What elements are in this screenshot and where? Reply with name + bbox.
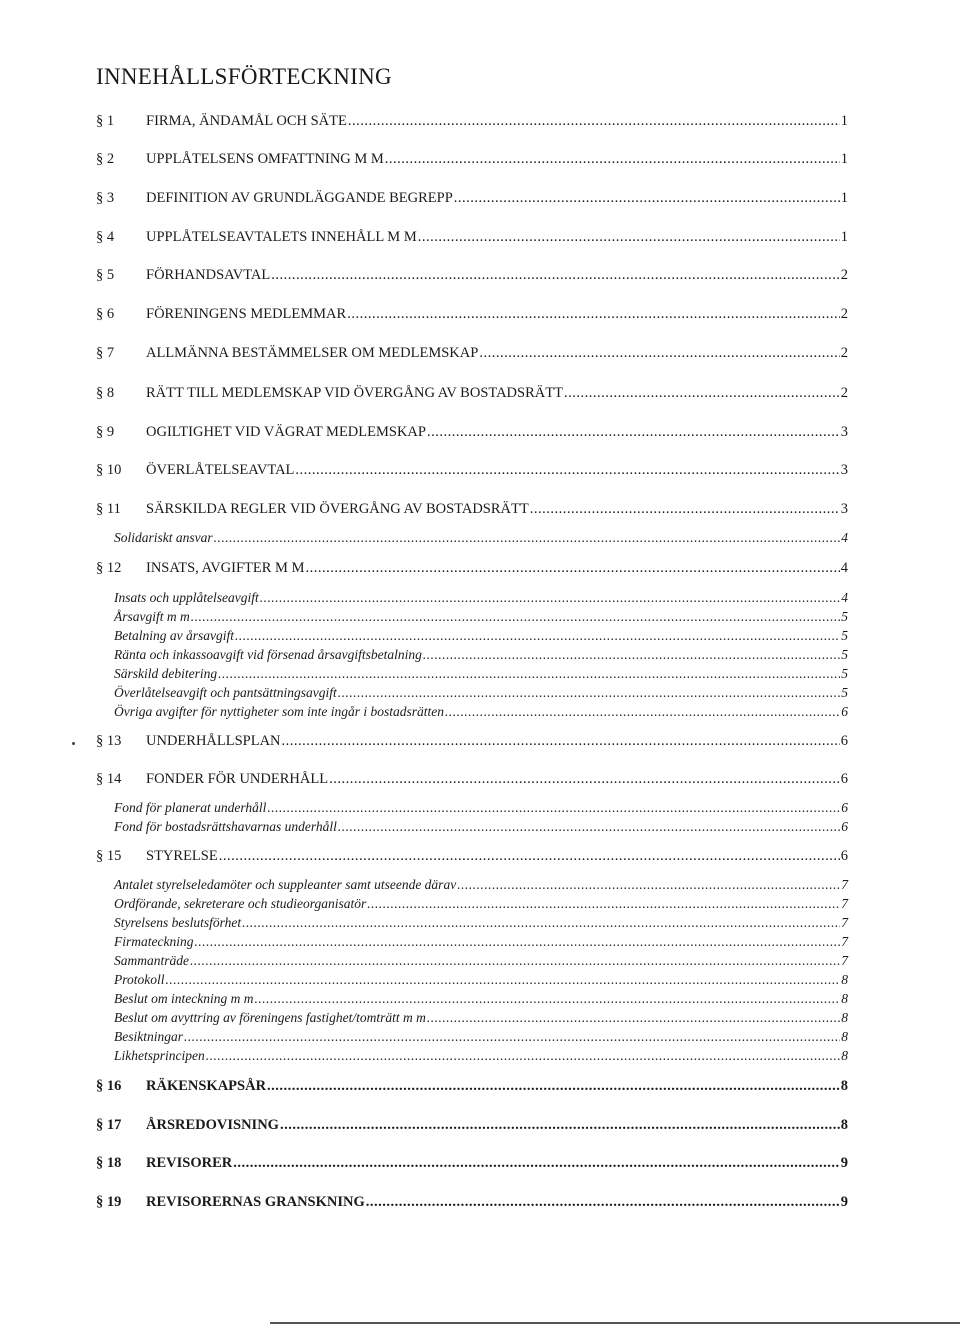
toc-subentry (114, 1048, 848, 1066)
subentry-label: Betalning av årsavgift (114, 628, 234, 643)
leader-dots (367, 896, 840, 912)
toc-subentry (114, 1029, 848, 1047)
subentry-label: Övriga avgifter för nyttigheter som inte ingår i bostadsrätten (114, 704, 444, 719)
toc-entry (96, 229, 848, 249)
subentry-label: Firmateckning (114, 934, 194, 949)
scan-speck (72, 742, 75, 745)
section-number: § 5 (96, 267, 115, 283)
page-number: 6 (841, 704, 848, 719)
leader-dots (190, 953, 840, 969)
subentry-label: Ränta och inkassoavgift vid försenad årsavgiftsbetalning (114, 647, 422, 662)
page-number: 8 (841, 1029, 848, 1044)
section-number: § 8 (96, 385, 115, 401)
section-number: § 19 (96, 1194, 122, 1210)
page-number: 5 (841, 685, 848, 700)
page-number: 3 (840, 462, 848, 478)
section-number: § 2 (96, 151, 115, 167)
page-number: 8 (841, 1010, 848, 1025)
leader-dots (219, 848, 840, 865)
page-number: 8 (840, 1078, 848, 1094)
page-number: 6 (841, 819, 848, 834)
leader-dots (260, 590, 841, 606)
toc-subentry (114, 934, 848, 952)
leader-dots (347, 306, 840, 323)
entry-label: RÄTT TILL MEDLEMSKAP VID ÖVERGÅNG AV BOSTADSRÄTT (146, 385, 563, 401)
entry-label: ÅRSREDOVISNING (146, 1117, 279, 1133)
leader-dots (191, 609, 841, 625)
toc-subentry (114, 666, 848, 684)
leader-dots (454, 190, 840, 207)
page-number: 7 (841, 915, 848, 930)
toc-entry (96, 424, 848, 444)
page-number: 1 (840, 151, 848, 167)
subentry-label: Särskild debitering (114, 666, 218, 681)
leader-dots (254, 991, 840, 1007)
leader-dots (242, 915, 840, 931)
leader-dots (233, 1155, 840, 1172)
subentry-label: Protokoll (114, 972, 165, 987)
page-number: 2 (840, 267, 848, 283)
leader-dots (564, 385, 840, 402)
toc-entry (96, 462, 848, 482)
page-number: 4 (841, 530, 848, 545)
page-number: 3 (840, 501, 848, 517)
toc-subentry (114, 590, 848, 608)
section-number: § 15 (96, 848, 122, 864)
leader-dots (267, 800, 840, 816)
section-number: § 13 (96, 733, 122, 749)
page-number: 1 (840, 229, 848, 245)
page-number: 8 (841, 972, 848, 987)
toc-entry (96, 151, 848, 171)
subentry-label: Sammanträde (114, 953, 189, 968)
page-number: 1 (840, 113, 848, 129)
page-number: 8 (840, 1117, 848, 1133)
page-number: 2 (840, 385, 848, 401)
entry-label: STYRELSE (146, 848, 218, 864)
entry-label: FÖRHANDSAVTAL (146, 267, 271, 283)
page-number: 3 (840, 424, 848, 440)
section-number: § 3 (96, 190, 115, 206)
leader-dots (280, 1117, 840, 1134)
page-number: 4 (841, 590, 848, 605)
toc-subentry (114, 800, 848, 818)
toc-subentry (114, 896, 848, 914)
toc-subentry (114, 819, 848, 837)
toc-entry (96, 113, 848, 133)
leader-dots (295, 462, 839, 479)
section-number: § 1 (96, 113, 115, 129)
leader-dots (423, 647, 840, 663)
toc-entry (96, 1117, 848, 1137)
toc-entry (96, 848, 848, 868)
leader-dots (418, 229, 840, 246)
toc-entry (96, 771, 848, 791)
subentry-label: Ordförande, sekreterare och studieorganisatör (114, 896, 367, 911)
page-title: INNEHÅLLSFÖRTECKNING (96, 64, 392, 89)
entry-label: OGILTIGHET VID VÄGRAT MEDLEMSKAP (146, 424, 426, 440)
leader-dots (267, 1078, 840, 1095)
toc-subentry (114, 915, 848, 933)
toc-subentry (114, 628, 848, 646)
section-number: § 4 (96, 229, 115, 245)
entry-label: FIRMA, ÄNDAMÅL OCH SÄTE (146, 113, 347, 129)
subentry-label: Solidariskt ansvar (114, 530, 213, 545)
page-number: 7 (841, 896, 848, 911)
section-number: § 6 (96, 306, 115, 322)
page-number: 6 (840, 848, 848, 864)
subentry-label: Likhetsprincipen (114, 1048, 205, 1063)
toc-entry (96, 1078, 848, 1098)
subentry-label: Antalet styrelseledamöter och suppleanter samt utseende därav (114, 877, 457, 892)
leader-dots (385, 151, 840, 168)
subentry-label: Beslut om inteckning m m (114, 991, 254, 1006)
page-number: 5 (841, 666, 848, 681)
leader-dots (530, 501, 840, 518)
page-number: 9 (840, 1155, 848, 1171)
leader-dots (457, 877, 840, 893)
section-number: § 16 (96, 1078, 122, 1094)
leader-dots (338, 819, 840, 835)
leader-dots (445, 704, 840, 720)
page-number: 7 (841, 877, 848, 892)
section-number: § 7 (96, 345, 115, 361)
leader-dots (427, 424, 840, 441)
toc-subentry (114, 1010, 848, 1028)
section-number: § 18 (96, 1155, 122, 1171)
entry-label: REVISORERNAS GRANSKNING (146, 1194, 365, 1210)
section-number: § 9 (96, 424, 115, 440)
toc-entry (96, 733, 848, 753)
page-number: 7 (841, 953, 848, 968)
entry-label: REVISORER (146, 1155, 233, 1171)
page-number: 1 (840, 190, 848, 206)
leader-dots (218, 666, 840, 682)
leader-dots (166, 972, 841, 988)
toc-subentry (114, 953, 848, 971)
toc-subentry (114, 877, 848, 895)
toc-entry (96, 560, 848, 580)
leader-dots (206, 1048, 841, 1064)
page-number: 2 (840, 306, 848, 322)
entry-label: UPPLÅTELSEAVTALETS INNEHÅLL M M (146, 229, 417, 245)
entry-label: ÖVERLÅTELSEAVTAL (146, 462, 295, 478)
entry-label: UPPLÅTELSENS OMFATTNING M M (146, 151, 384, 167)
toc-subentry (114, 647, 848, 665)
leader-dots (329, 771, 840, 788)
toc-entry (96, 267, 848, 287)
leader-dots (214, 530, 841, 546)
entry-label: FONDER FÖR UNDERHÅLL (146, 771, 329, 787)
leader-dots (479, 345, 839, 362)
leader-dots (194, 934, 840, 950)
toc-entry (96, 501, 848, 521)
subentry-label: Beslut om avyttring av föreningens fastighet/tomträtt m m (114, 1010, 426, 1025)
page-number: 4 (840, 560, 848, 576)
entry-label: SÄRSKILDA REGLER VID ÖVERGÅNG AV BOSTADSRÄTT (146, 501, 529, 517)
page-number: 5 (841, 609, 848, 624)
page-number: 8 (841, 991, 848, 1006)
page-edge-line (270, 1322, 960, 1324)
subentry-label: Insats och upplåtelseavgift (114, 590, 259, 605)
page-number: 6 (840, 733, 848, 749)
leader-dots (282, 733, 840, 750)
leader-dots (366, 1194, 840, 1211)
toc-subentry (114, 991, 848, 1009)
toc-entry (96, 345, 848, 365)
subentry-label: Besiktningar (114, 1029, 183, 1044)
toc-subentry (114, 972, 848, 990)
page-number: 7 (841, 934, 848, 949)
subentry-label: Överlåtelseavgift och pantsättningsavgift (114, 685, 337, 700)
leader-dots (348, 113, 840, 130)
toc-subentry (114, 704, 848, 722)
entry-label: RÄKENSKAPSÅR (146, 1078, 267, 1094)
leader-dots (305, 560, 839, 577)
toc-entry (96, 1194, 848, 1214)
subentry-label: Årsavgift m m (114, 609, 190, 624)
section-number: § 17 (96, 1117, 122, 1133)
toc-entry (96, 190, 848, 210)
page-number: 6 (840, 771, 848, 787)
toc-subentry (114, 685, 848, 703)
page-number: 6 (841, 800, 848, 815)
leader-dots (338, 685, 841, 701)
entry-label: ALLMÄNNA BESTÄMMELSER OM MEDLEMSKAP (146, 345, 479, 361)
toc-entry (96, 306, 848, 326)
page-number: 2 (840, 345, 848, 361)
entry-label: FÖRENINGENS MEDLEMMAR (146, 306, 347, 322)
entry-label: INSATS, AVGIFTER M M (146, 560, 305, 576)
entry-label: UNDERHÅLLSPLAN (146, 733, 281, 749)
leader-dots (271, 267, 839, 284)
toc-entry (96, 1155, 848, 1175)
toc-subentry (114, 609, 848, 627)
page-number: 9 (840, 1194, 848, 1210)
toc-entry (96, 385, 848, 405)
page-number: 5 (841, 628, 848, 643)
page-number: 8 (841, 1048, 848, 1063)
leader-dots (427, 1010, 840, 1026)
section-number: § 14 (96, 771, 122, 787)
section-number: § 12 (96, 560, 122, 576)
page-number: 5 (841, 647, 848, 662)
leader-dots (184, 1029, 840, 1045)
subentry-label: Fond för bostadsrättshavarnas underhåll (114, 819, 337, 834)
subentry-label: Styrelsens beslutsförhet (114, 915, 242, 930)
section-number: § 10 (96, 462, 122, 478)
toc-subentry (114, 530, 848, 548)
section-number: § 11 (96, 501, 121, 517)
subentry-label: Fond för planerat underhåll (114, 800, 267, 815)
entry-label: DEFINITION AV GRUNDLÄGGANDE BEGREPP (146, 190, 453, 206)
leader-dots (235, 628, 840, 644)
